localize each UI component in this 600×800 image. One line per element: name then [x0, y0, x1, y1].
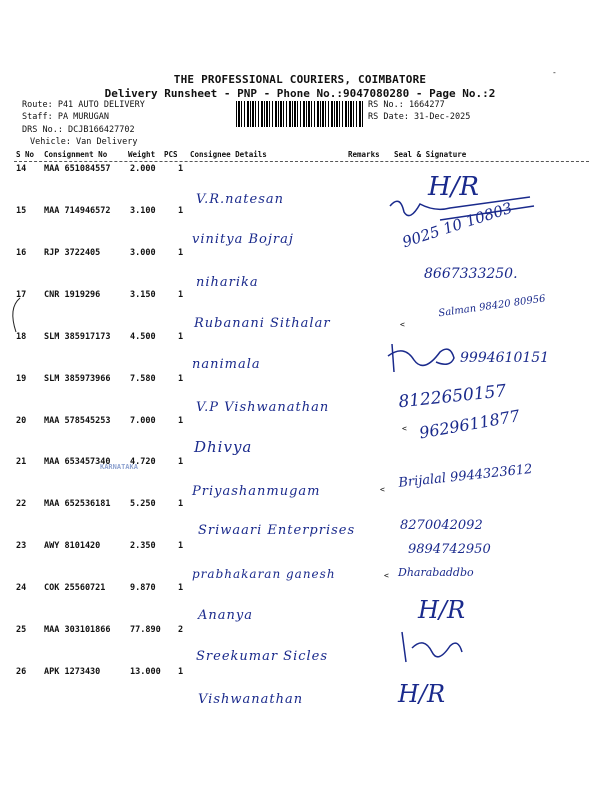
signature: H/R	[428, 172, 480, 202]
row-pcs: 1	[178, 499, 184, 509]
handwritten-consignee: nanimala	[192, 357, 261, 372]
signature: H/R	[418, 596, 466, 624]
arrow-mark: <	[400, 320, 405, 329]
arrow-mark: <	[402, 424, 407, 433]
row-consignment: RJP 3722405	[44, 248, 101, 258]
arrow-mark: <	[384, 571, 389, 580]
barcode	[236, 101, 363, 127]
handwritten-consignee: vinitya Bojraj	[192, 232, 294, 247]
row-weight: 9.870	[130, 583, 156, 593]
row-pcs: 1	[178, 290, 184, 300]
table-header	[14, 149, 589, 162]
row-consignment: MAA 653457340	[44, 457, 111, 467]
table-row	[14, 499, 589, 511]
row-consignment: COK 25560721	[44, 583, 106, 593]
row-consignment: APK 1273430	[44, 667, 101, 677]
handwritten-consignee: Sriwaari Enterprises	[198, 523, 356, 538]
row-weight: 3.150	[130, 290, 156, 300]
rs-date: RS Date: 31-Dec-2025	[368, 112, 471, 122]
col-remarks: Remarks	[348, 150, 380, 159]
signature-scribble	[398, 628, 478, 668]
handwritten-consignee: Rubanani Sithalar	[194, 316, 331, 331]
row-pcs: 1	[178, 667, 184, 677]
handwritten-consignee: V.P Vishwanathan	[196, 400, 330, 415]
row-consignment: MAA 651084557	[44, 164, 111, 174]
signature: 9629611877	[417, 406, 522, 443]
route-label: Route: P41 AUTO DELIVERY	[22, 100, 145, 110]
row-sno: 19	[16, 374, 27, 384]
row-weight: 4.720	[130, 457, 156, 467]
row-pcs: 1	[178, 457, 184, 467]
row-weight: 3.100	[130, 206, 156, 216]
handwritten-consignee: V.R.natesan	[196, 192, 285, 207]
handwritten-consignee: Vishwanathan	[198, 692, 304, 707]
table-row	[14, 667, 589, 679]
row-consignment: MAA 714946572	[44, 206, 111, 216]
signature: 9894742950	[408, 542, 491, 557]
signature: 8122650157	[397, 381, 508, 413]
row-weight: 2.000	[130, 164, 156, 174]
handwritten-consignee: niharika	[196, 275, 259, 290]
row-sno: 14	[16, 164, 27, 174]
col-consignee: Consignee Details	[190, 150, 267, 159]
row-sno: 23	[16, 541, 27, 551]
col-consignment: Consignment No	[44, 150, 108, 159]
row-pcs: 1	[178, 374, 184, 384]
handwritten-consignee: Dhivya	[194, 438, 253, 456]
row-pcs: 1	[178, 206, 184, 216]
row-weight: 4.500	[130, 332, 156, 342]
row-weight: 7.580	[130, 374, 156, 384]
row-sno: 26	[16, 667, 27, 677]
row-consignment: SLM 385973966	[44, 374, 111, 384]
row-pcs: 1	[178, 332, 184, 342]
document-subtitle: Delivery Runsheet - PNP - Phone No.:9047080280 - Page No.:2	[104, 87, 496, 100]
row-consignment: MAA 578545253	[44, 416, 111, 426]
row-consignment: MAA 303101866	[44, 625, 111, 635]
col-weight: Weight	[128, 150, 156, 159]
signature: Salman 98420 80956	[437, 293, 547, 320]
row-sno: 20	[16, 416, 27, 426]
row-sno: 21	[16, 457, 27, 467]
handwritten-consignee: Priyashanmugam	[192, 484, 321, 499]
table-row	[14, 248, 589, 260]
margin-mark	[6, 296, 26, 336]
row-pcs: 1	[178, 248, 184, 258]
table-row	[14, 583, 589, 595]
signature: 9025 10 10803	[400, 198, 515, 252]
row-sno: 16	[16, 248, 27, 258]
table-row	[14, 625, 589, 637]
table-row	[14, 164, 589, 176]
staff-label: Staff: PA MURUGAN	[22, 112, 109, 122]
row-consignment: SLM 385917173	[44, 332, 111, 342]
ghost-text: KARNATAKA	[100, 463, 138, 471]
row-weight: 7.000	[130, 416, 156, 426]
handwritten-consignee: Sreekumar Sicles	[196, 649, 329, 664]
rs-number: RS No.: 1664277	[368, 100, 445, 110]
row-pcs: 2	[178, 625, 184, 635]
row-consignment: MAA 652536181	[44, 499, 111, 509]
row-weight: 77.890	[130, 625, 161, 635]
col-sno: S No	[16, 150, 35, 159]
row-consignment: AWY 8101420	[44, 541, 101, 551]
col-seal: Seal & Signature	[394, 150, 467, 159]
arrow-mark: <	[380, 485, 385, 494]
signature-scribble	[384, 338, 464, 378]
signature: 8667333250.	[424, 266, 518, 282]
signature: Brijalal 9944323612	[397, 461, 534, 491]
handwritten-consignee: Ananya	[198, 608, 253, 623]
signature: H/R	[398, 680, 446, 708]
row-sno: 15	[16, 206, 27, 216]
row-sno: 25	[16, 625, 27, 635]
col-pcs: PCS	[164, 150, 178, 159]
handwritten-consignee: prabhakaran ganesh	[192, 567, 336, 581]
vehicle-label: Vehicle: Van Delivery	[30, 137, 138, 147]
table-row	[14, 332, 589, 344]
row-sno: 22	[16, 499, 27, 509]
signature: Dharabaddbo	[398, 566, 474, 579]
signature: 9994610151	[460, 350, 550, 366]
row-pcs: 1	[178, 416, 184, 426]
corner-mark: -	[552, 68, 557, 77]
row-pcs: 1	[178, 583, 184, 593]
row-sno: 24	[16, 583, 27, 593]
row-weight: 2.350	[130, 541, 156, 551]
table-row	[14, 541, 589, 553]
drs-label: DRS No.: DCJB166427702	[22, 125, 135, 135]
row-weight: 5.250	[130, 499, 156, 509]
document-title: THE PROFESSIONAL COURIERS, COIMBATORE	[173, 73, 427, 86]
row-consignment: CNR 1919296	[44, 290, 101, 300]
row-pcs: 1	[178, 541, 184, 551]
row-weight: 3.000	[130, 248, 156, 258]
row-pcs: 1	[178, 164, 184, 174]
row-sno: 18	[16, 332, 27, 342]
row-sno: 17	[16, 290, 27, 300]
row-weight: 13.000	[130, 667, 161, 677]
signature: 8270042092	[400, 518, 483, 533]
